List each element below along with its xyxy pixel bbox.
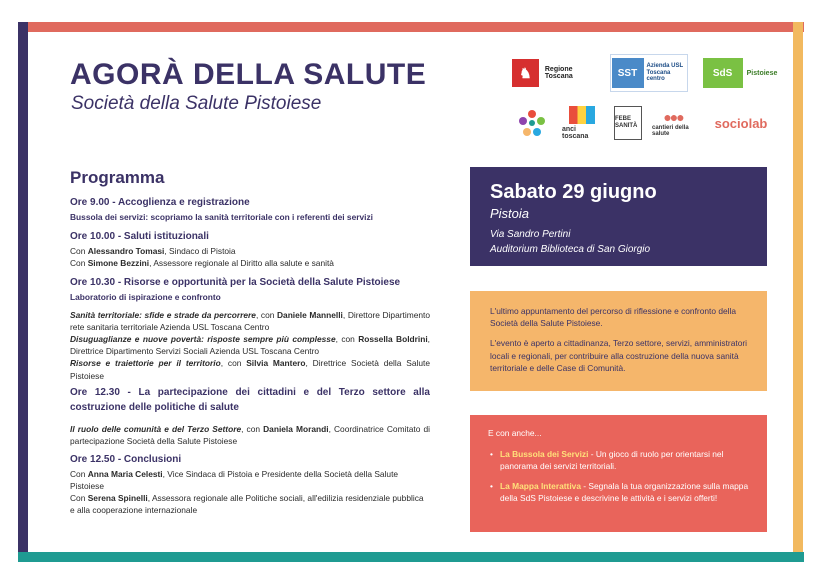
program-item-1250 bbox=[70, 453, 430, 516]
anci-mark bbox=[569, 106, 595, 124]
cantieri-label: cantieri della salute bbox=[652, 125, 689, 137]
flower-logo bbox=[516, 106, 548, 140]
sds-pistoiese-logo bbox=[699, 54, 781, 92]
program-item-subtitle: Laboratorio di ispirazione e confronto bbox=[70, 291, 221, 302]
event-date: Sabato 29 giugno bbox=[490, 181, 657, 203]
sst-mark: SST bbox=[612, 58, 644, 88]
talk-line: Risorse e traiettorie per il territorio, con Silvia Mantero, Direttrice Società della Salute Pistoiese bbox=[70, 358, 431, 381]
programma-heading: Programma bbox=[70, 168, 165, 187]
program-item-0900 bbox=[70, 196, 430, 223]
usl-label: Azienda USL Toscana centro bbox=[646, 62, 684, 83]
sociolab-logo bbox=[702, 106, 780, 140]
page-subtitle: Società della Salute Pistoiese bbox=[71, 93, 322, 114]
right-border-stripe bbox=[793, 22, 803, 562]
regione-toscana-label: Regione Toscana bbox=[544, 66, 573, 80]
speaker-line: Con Alessandro Tomasi, Sindaco di Pistoia bbox=[70, 245, 236, 256]
regione-toscana-logo bbox=[512, 57, 600, 89]
sds-label: Pistoiese bbox=[746, 69, 778, 77]
program-item-title: Ore 12.50 - Conclusioni bbox=[70, 454, 182, 465]
extras-list bbox=[488, 448, 749, 505]
info-paragraph: L'ultimo appuntamento del percorso di riflessione e confronto della Società della Salute Pistoiese. bbox=[490, 306, 737, 329]
talk-line: Sanità territoriale: sfide e strade da percorrere, con Daniele Mannelli, Direttore Dipartimento rete sanitaria territoriale Azienda USL Toscana Centro bbox=[70, 309, 431, 332]
bottom-border-stripe bbox=[18, 552, 804, 562]
anci-toscana-logo bbox=[562, 106, 602, 140]
febe-label: FEBE SANITÀ bbox=[615, 116, 638, 129]
page-title: AGORÀ DELLA SALUTE bbox=[70, 58, 427, 91]
speaker-line: Con Simone Bezzini, Assessore regionale al Diritto alla salute e sanità bbox=[70, 257, 334, 268]
program-item-title: Ore 12.30 - La partecipazione dei cittadini e del Terzo settore alla costruzione delle politiche di salute bbox=[70, 387, 430, 413]
extras-intro: E con anche... bbox=[488, 428, 542, 438]
talk-line: Disuguaglianze e nuove povertà: risposte sempre più complesse, con Rossella Boldrini, Direttrice Dipartimento Servizi Sociali Azienda USL Toscana Centro bbox=[70, 334, 430, 357]
left-border-stripe bbox=[18, 22, 28, 562]
speaker-line: Con Anna Maria Celesti, Vice Sindaca di Pistoia e Presidente della Società della Salute Pistoiese bbox=[70, 468, 399, 491]
program-item-1030 bbox=[70, 276, 430, 382]
event-venue: Auditorium Biblioteca di San Giorgio bbox=[490, 244, 651, 255]
extras-item: • La Mappa Interattiva - Segnala la tua organizzazione sulla mappa della SdS Pistoiese e descrivine le attività e i servizi offerti! bbox=[500, 480, 749, 505]
pegasus-icon: ♞ bbox=[512, 59, 539, 87]
event-info-box bbox=[470, 291, 767, 391]
flower-icon bbox=[518, 109, 546, 137]
event-address bbox=[490, 227, 747, 257]
usl-toscana-logo bbox=[610, 54, 688, 92]
cantieri-salute-logo bbox=[652, 106, 694, 140]
top-border-stripe bbox=[18, 22, 804, 32]
event-street: Via Sandro Pertini bbox=[490, 229, 571, 240]
program-item-title: Ore 10.30 - Risorse e opportunità per la Società della Salute Pistoiese bbox=[70, 277, 401, 288]
extras-box bbox=[470, 415, 767, 532]
febe-logo bbox=[614, 106, 642, 140]
event-city: Pistoia bbox=[490, 206, 530, 221]
event-date-box bbox=[470, 167, 767, 266]
sds-mark: SdS bbox=[703, 58, 743, 88]
program-item-title: Ore 10.00 - Saluti istituzionali bbox=[70, 231, 209, 242]
program-item-1000 bbox=[70, 230, 430, 269]
info-paragraph: L'evento è aperto a cittadinanza, Terzo settore, servizi, amministratori locali e regionali, per contribuire alla costruzione della nuova sanità territoriale e delle Case di Comunità. bbox=[490, 338, 748, 373]
talk-line: Il ruolo delle comunità e del Terzo Settore, con Daniela Morandi, Coordinatrice Comitato di partecipazione Società della Salute Pistoiese bbox=[70, 424, 430, 447]
sociolab-label: sociolab bbox=[714, 115, 768, 131]
program-item-1230 bbox=[70, 386, 430, 447]
program-item-title: Ore 9.00 - Accoglienza e registrazione bbox=[70, 197, 250, 208]
program-item-subtitle: Bussola dei servizi: scopriamo la sanità territoriale con i referenti dei servizi bbox=[70, 211, 374, 222]
anci-label: anci toscana bbox=[562, 126, 589, 140]
partner-logos bbox=[512, 54, 782, 144]
cantieri-dots-icon: ●●● bbox=[663, 109, 683, 125]
extras-item: • La Bussola dei Servizi - Un gioco di ruolo per orientarsi nel panorama dei servizi territoriali. bbox=[500, 448, 749, 473]
speaker-line: Con Serena Spinelli, Assessora regionale alle Politiche sociali, all'edilizia residenziale pubblica e alla cooperazione internazionale bbox=[70, 492, 424, 516]
